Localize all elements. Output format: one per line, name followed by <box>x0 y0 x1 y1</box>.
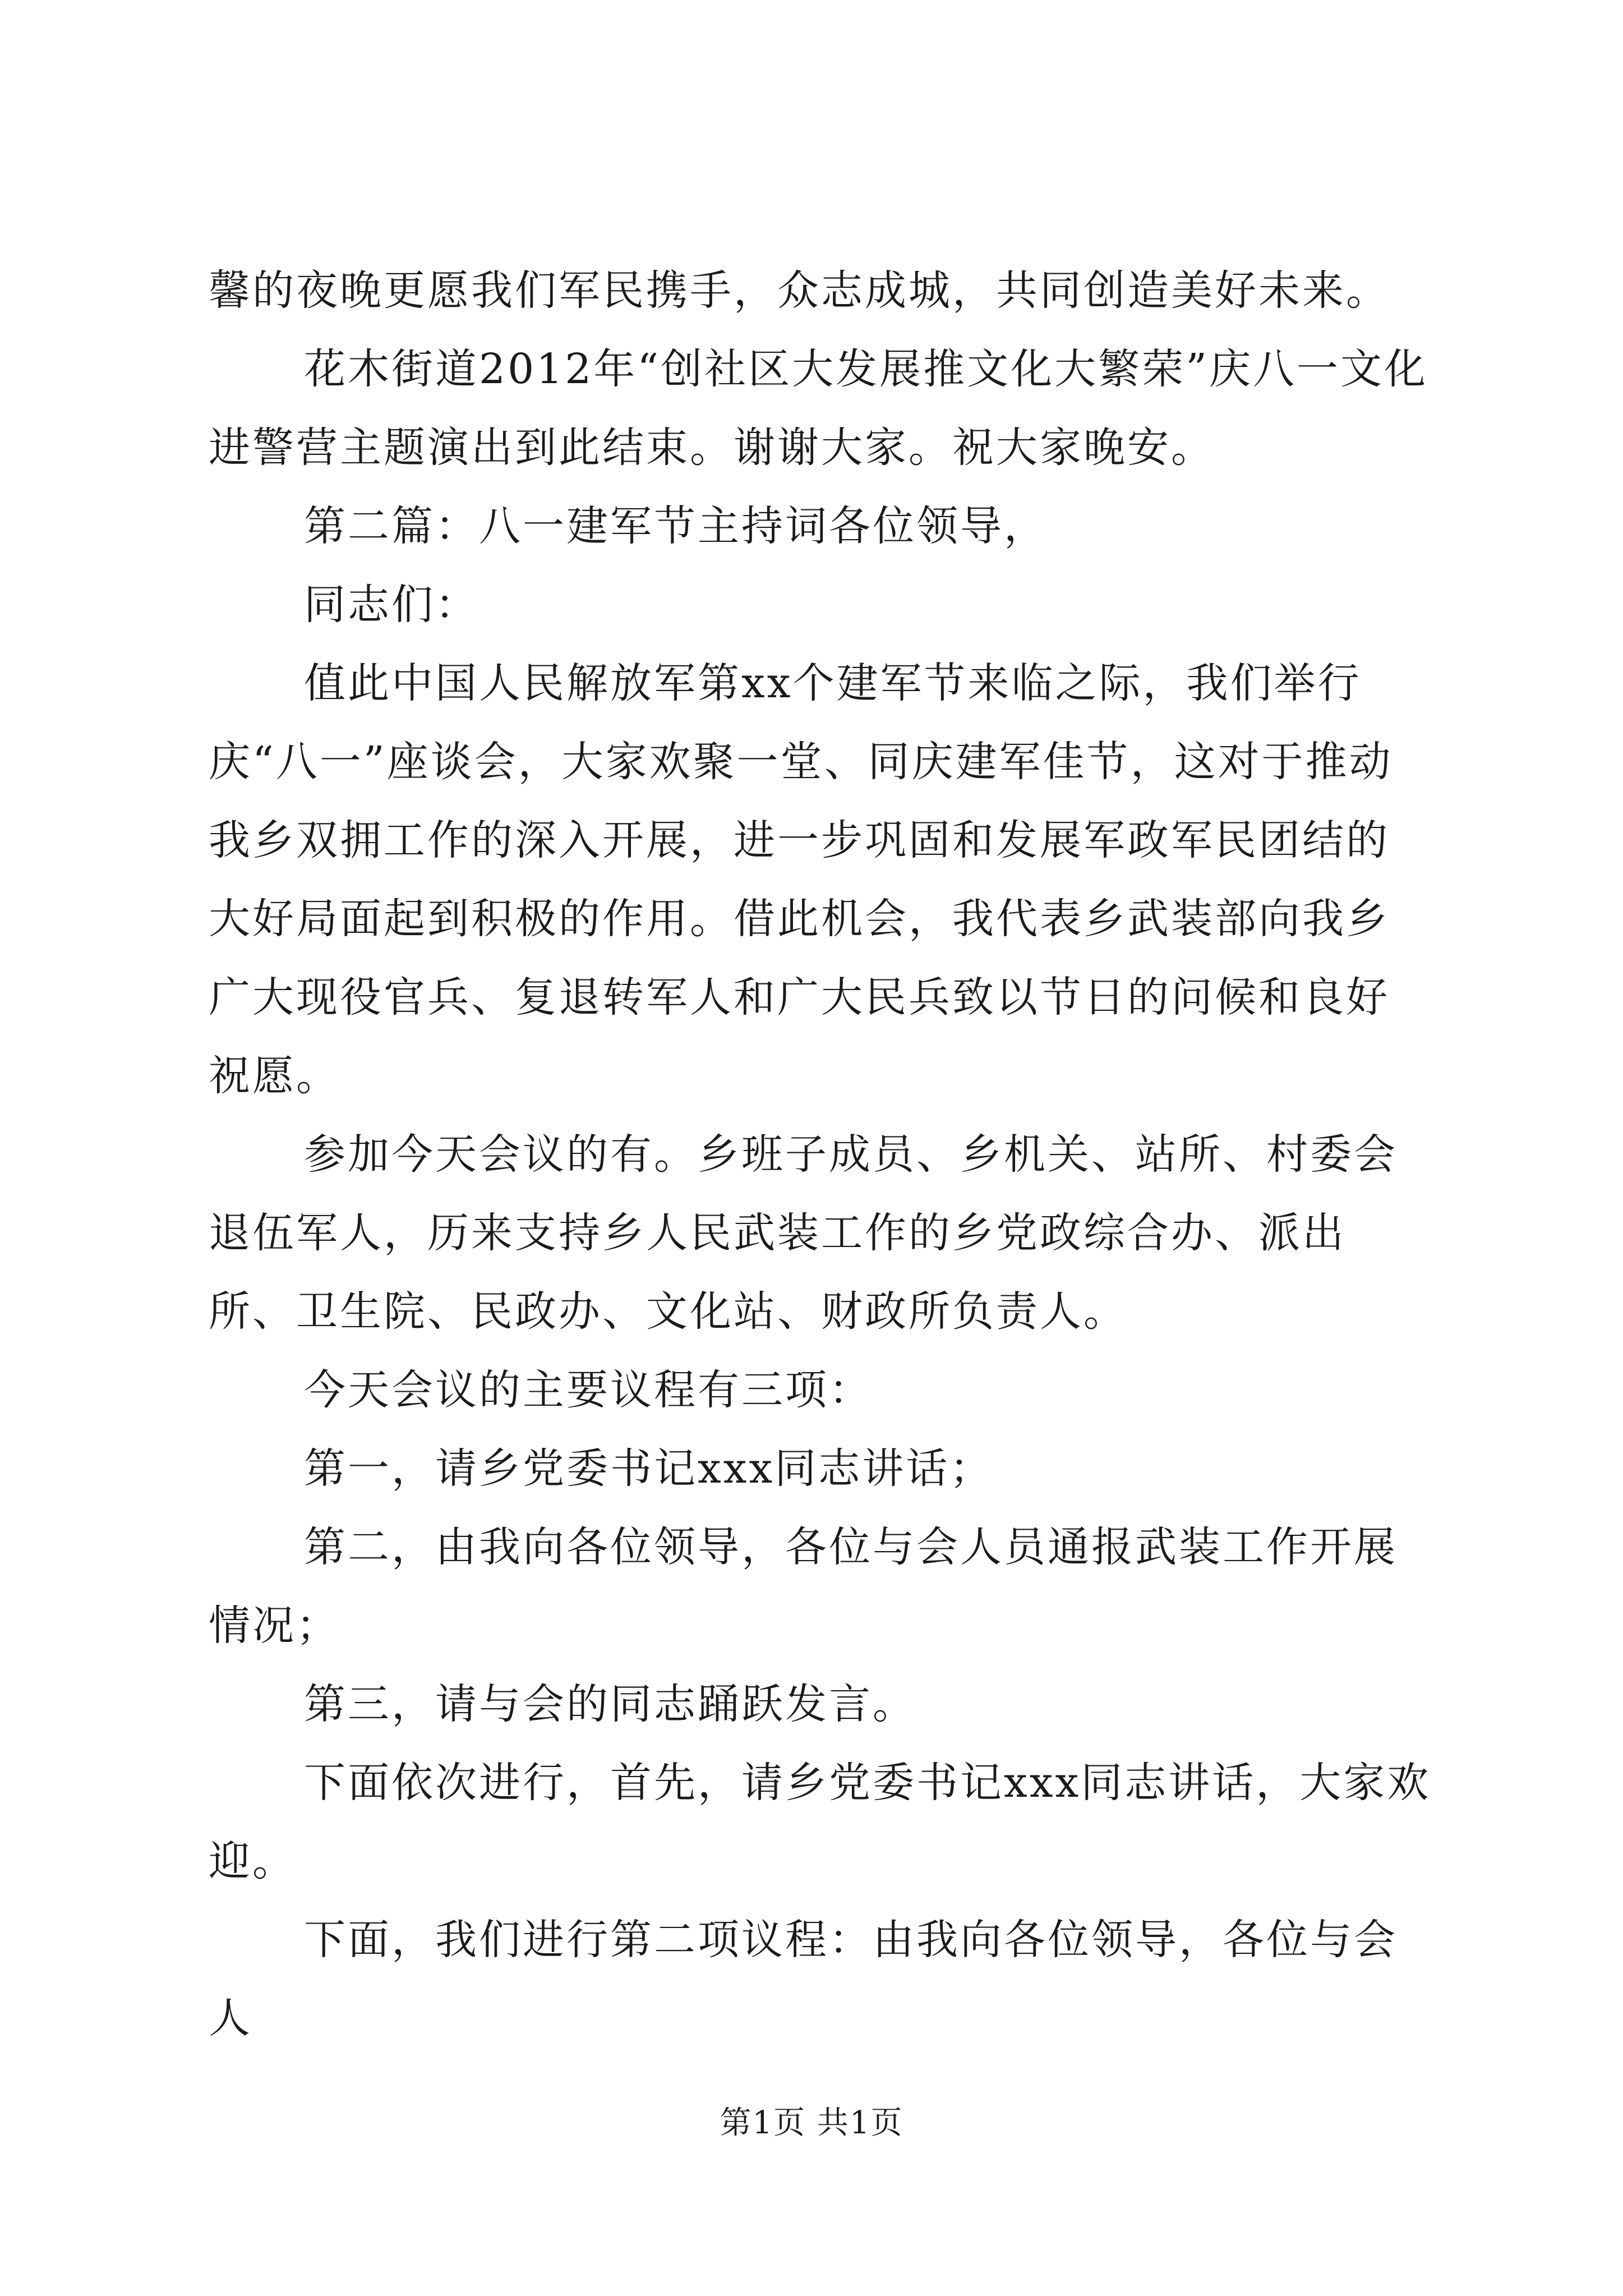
page-footer: 第1页 共1页 <box>720 2105 903 2141</box>
document-body <box>209 251 1431 2058</box>
paragraph-10: 第三，请与会的同志踊跃发言。 <box>304 1680 916 1728</box>
paragraph-2: 花木街道2012年“创社区大发展推文化大繁荣”庆八一文化进警营主题演出到此结束。谢谢大家。祝大家晚安。 <box>209 345 1428 472</box>
paragraph-3: 第二篇：八一建军节主持词各位领导， <box>304 502 1048 550</box>
paragraph-1: 馨的夜晚更愿我们军民携手，众志成城，共同创造美好未来。 <box>209 266 1390 315</box>
paragraph-12: 下面，我们进行第二项议程：由我向各位领导，各位与会人 <box>209 1916 1398 2042</box>
paragraph-8: 第一，请乡党委书记xxx同志讲话； <box>304 1444 994 1493</box>
paragraph-9: 第二，由我向各位领导，各位与会人员通报武装工作开展情况； <box>209 1523 1398 1650</box>
paragraph-11: 下面依次进行，首先，请乡党委书记xxx同志讲话，大家欢迎。 <box>209 1759 1431 1885</box>
paragraph-4: 同志们： <box>304 581 479 629</box>
paragraph-7: 今天会议的主要议程有三项： <box>304 1366 873 1414</box>
paragraph-5: 值此中国人民解放军第xx个建军节来临之际，我们举行庆“八一”座谈会，大家欢聚一堂、同庆建军佳节，这对于推动我乡双拥工作的深入开展，进一步巩固和发展军政军民团结的大好局面起到积极的作用。借此机会，我代表乡武装部向我乡广大现役官兵、复退转军人和广大民兵致以节日的问候和良好祝愿。 <box>209 659 1393 1100</box>
paragraph-6: 参加今天会议的有。乡班子成员、乡机关、站所、村委会退伍军人，历来支持乡人民武装工作的乡党政综合办、派出所、卫生院、民政办、文化站、财政所负责人。 <box>209 1130 1398 1336</box>
